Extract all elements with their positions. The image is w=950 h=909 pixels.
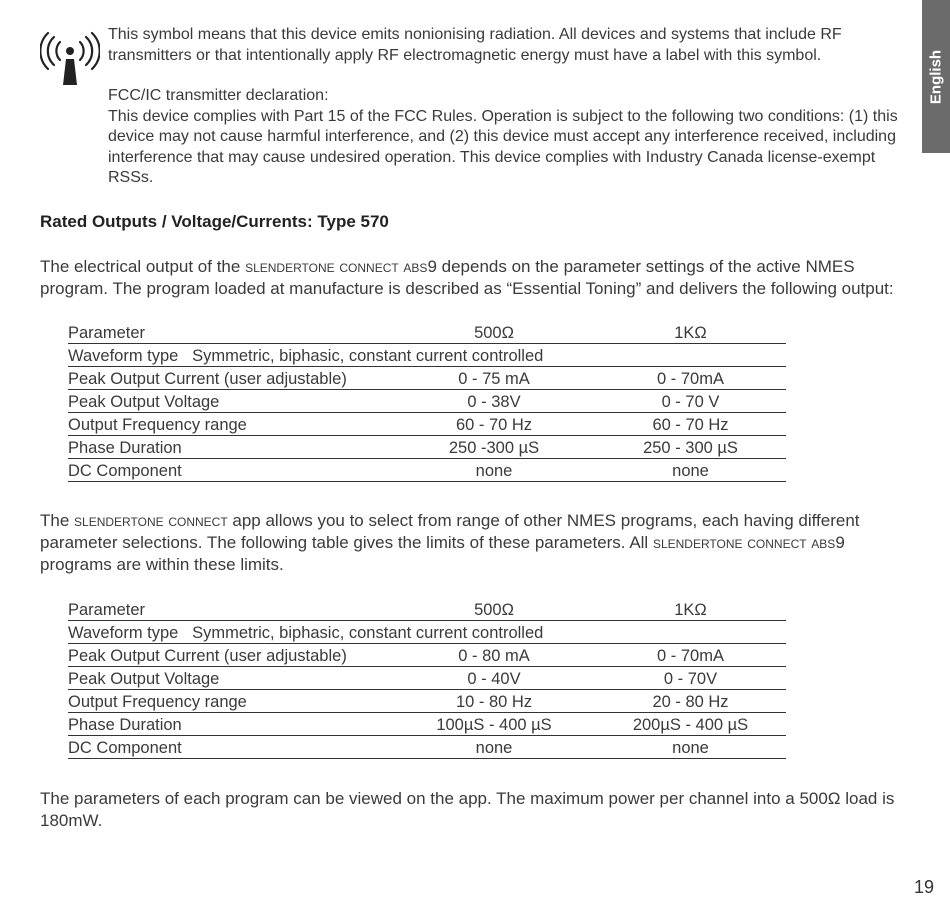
table-row: [68, 644, 786, 667]
value-500-cell: none: [393, 459, 595, 482]
header-500-ohm: 500Ω: [393, 321, 595, 344]
parameter-cell: Peak Output Current (user adjustable): [68, 644, 393, 667]
value-1k-cell: 200µS - 400 µS: [595, 713, 786, 736]
table-row: [68, 367, 786, 390]
header-parameter: Parameter: [68, 321, 393, 344]
table-row: [68, 390, 786, 413]
parameter-cell: DC Component: [68, 459, 393, 482]
table-row: [68, 736, 786, 759]
header-1k-ohm: 1KΩ: [595, 598, 786, 621]
table-row: [68, 667, 786, 690]
header-500-ohm: 500Ω: [393, 598, 595, 621]
output-table-limits: [68, 598, 786, 759]
output-table-default: [68, 321, 786, 482]
table-row: [68, 690, 786, 713]
table-header-row: [68, 321, 786, 344]
section-heading: Rated Outputs / Voltage/Currents: Type 570: [40, 212, 389, 231]
value-500-cell: 10 - 80 Hz: [393, 690, 595, 713]
value-1k-cell: 0 - 70 V: [595, 390, 786, 413]
parameter-cell: Phase Duration: [68, 436, 393, 459]
page-number: 19: [913, 877, 934, 897]
table-row: [68, 713, 786, 736]
value-500-cell: 0 - 80 mA: [393, 644, 595, 667]
brand-name: slendertone connect abs: [245, 257, 428, 276]
value-1k-cell: 60 - 70 Hz: [595, 413, 786, 436]
table-row: [68, 344, 786, 367]
value-500-cell: 0 - 38V: [393, 390, 595, 413]
parameter-cell: Peak Output Current (user adjustable): [68, 367, 393, 390]
value-1k-cell: none: [595, 736, 786, 759]
rf-symbol-text: This symbol means that this device emits nonionising radiation. All devices and systems that include RF transmitters or that intentionally apply RF electromagnetic energy must have a label with this symbol.: [108, 26, 842, 64]
parameter-cell: Peak Output Voltage: [68, 390, 393, 413]
value-500-cell: 0 - 40V: [393, 667, 595, 690]
waveform-cell: Waveform type Symmetric, biphasic, constant current controlled: [68, 344, 786, 367]
brand-name: slendertone connect: [74, 511, 228, 530]
header-parameter: Parameter: [68, 598, 393, 621]
table-row: [68, 621, 786, 644]
parameter-cell: Output Frequency range: [68, 413, 393, 436]
value-1k-cell: none: [595, 459, 786, 482]
value-1k-cell: 250 - 300 µS: [595, 436, 786, 459]
fcc-text: This device complies with Part 15 of the FCC Rules. Operation is subject to the following two conditions: (1) this device may not cause harmful interference, and (2) this device must accept any interference received, including interference that may cause undesired operation. This device complies with Industry Canada license-exempt RSSs.: [108, 107, 898, 186]
table-row: [68, 459, 786, 482]
table-header-row: [68, 598, 786, 621]
value-1k-cell: 0 - 70mA: [595, 367, 786, 390]
value-500-cell: 0 - 75 mA: [393, 367, 595, 390]
table-row: [68, 413, 786, 436]
parameter-cell: Peak Output Voltage: [68, 667, 393, 690]
value-1k-cell: 0 - 70V: [595, 667, 786, 690]
language-tab: [922, 0, 950, 153]
waveform-cell: Waveform type Symmetric, biphasic, constant current controlled: [68, 621, 786, 644]
value-500-cell: 100µS - 400 µS: [393, 713, 595, 736]
parameter-cell: Phase Duration: [68, 713, 393, 736]
value-1k-cell: 0 - 70mA: [595, 644, 786, 667]
table-row: [68, 436, 786, 459]
header-1k-ohm: 1KΩ: [595, 321, 786, 344]
brand-name: slendertone connect abs: [652, 533, 836, 552]
parameter-cell: Output Frequency range: [68, 690, 393, 713]
value-1k-cell: 20 - 80 Hz: [595, 690, 786, 713]
rf-notice: [108, 25, 908, 189]
value-500-cell: none: [393, 736, 595, 759]
programs-paragraph: The slendertone connect app allows you to select from range of other NMES programs, each having different parameter selections. The following table gives the limits of these parameters. All slendertone connect abs9 programs are within these limits.: [40, 511, 860, 574]
nonionising-radiation-icon: [40, 30, 100, 86]
intro-paragraph: The electrical output of the slendertone connect abs9 depends on the parameter settings of the active NMES program. The program loaded at manufacture is described as “Essential Toning” and delivers the following output:: [40, 257, 894, 298]
value-500-cell: 250 -300 µS: [393, 436, 595, 459]
value-500-cell: 60 - 70 Hz: [393, 413, 595, 436]
parameter-cell: DC Component: [68, 736, 393, 759]
language-tab-label: English: [927, 49, 945, 104]
closing-paragraph: The parameters of each program can be viewed on the app. The maximum power per channel into a 500Ω load is 180mW.: [40, 789, 895, 830]
fcc-heading: FCC/IC transmitter declaration:: [108, 87, 329, 104]
